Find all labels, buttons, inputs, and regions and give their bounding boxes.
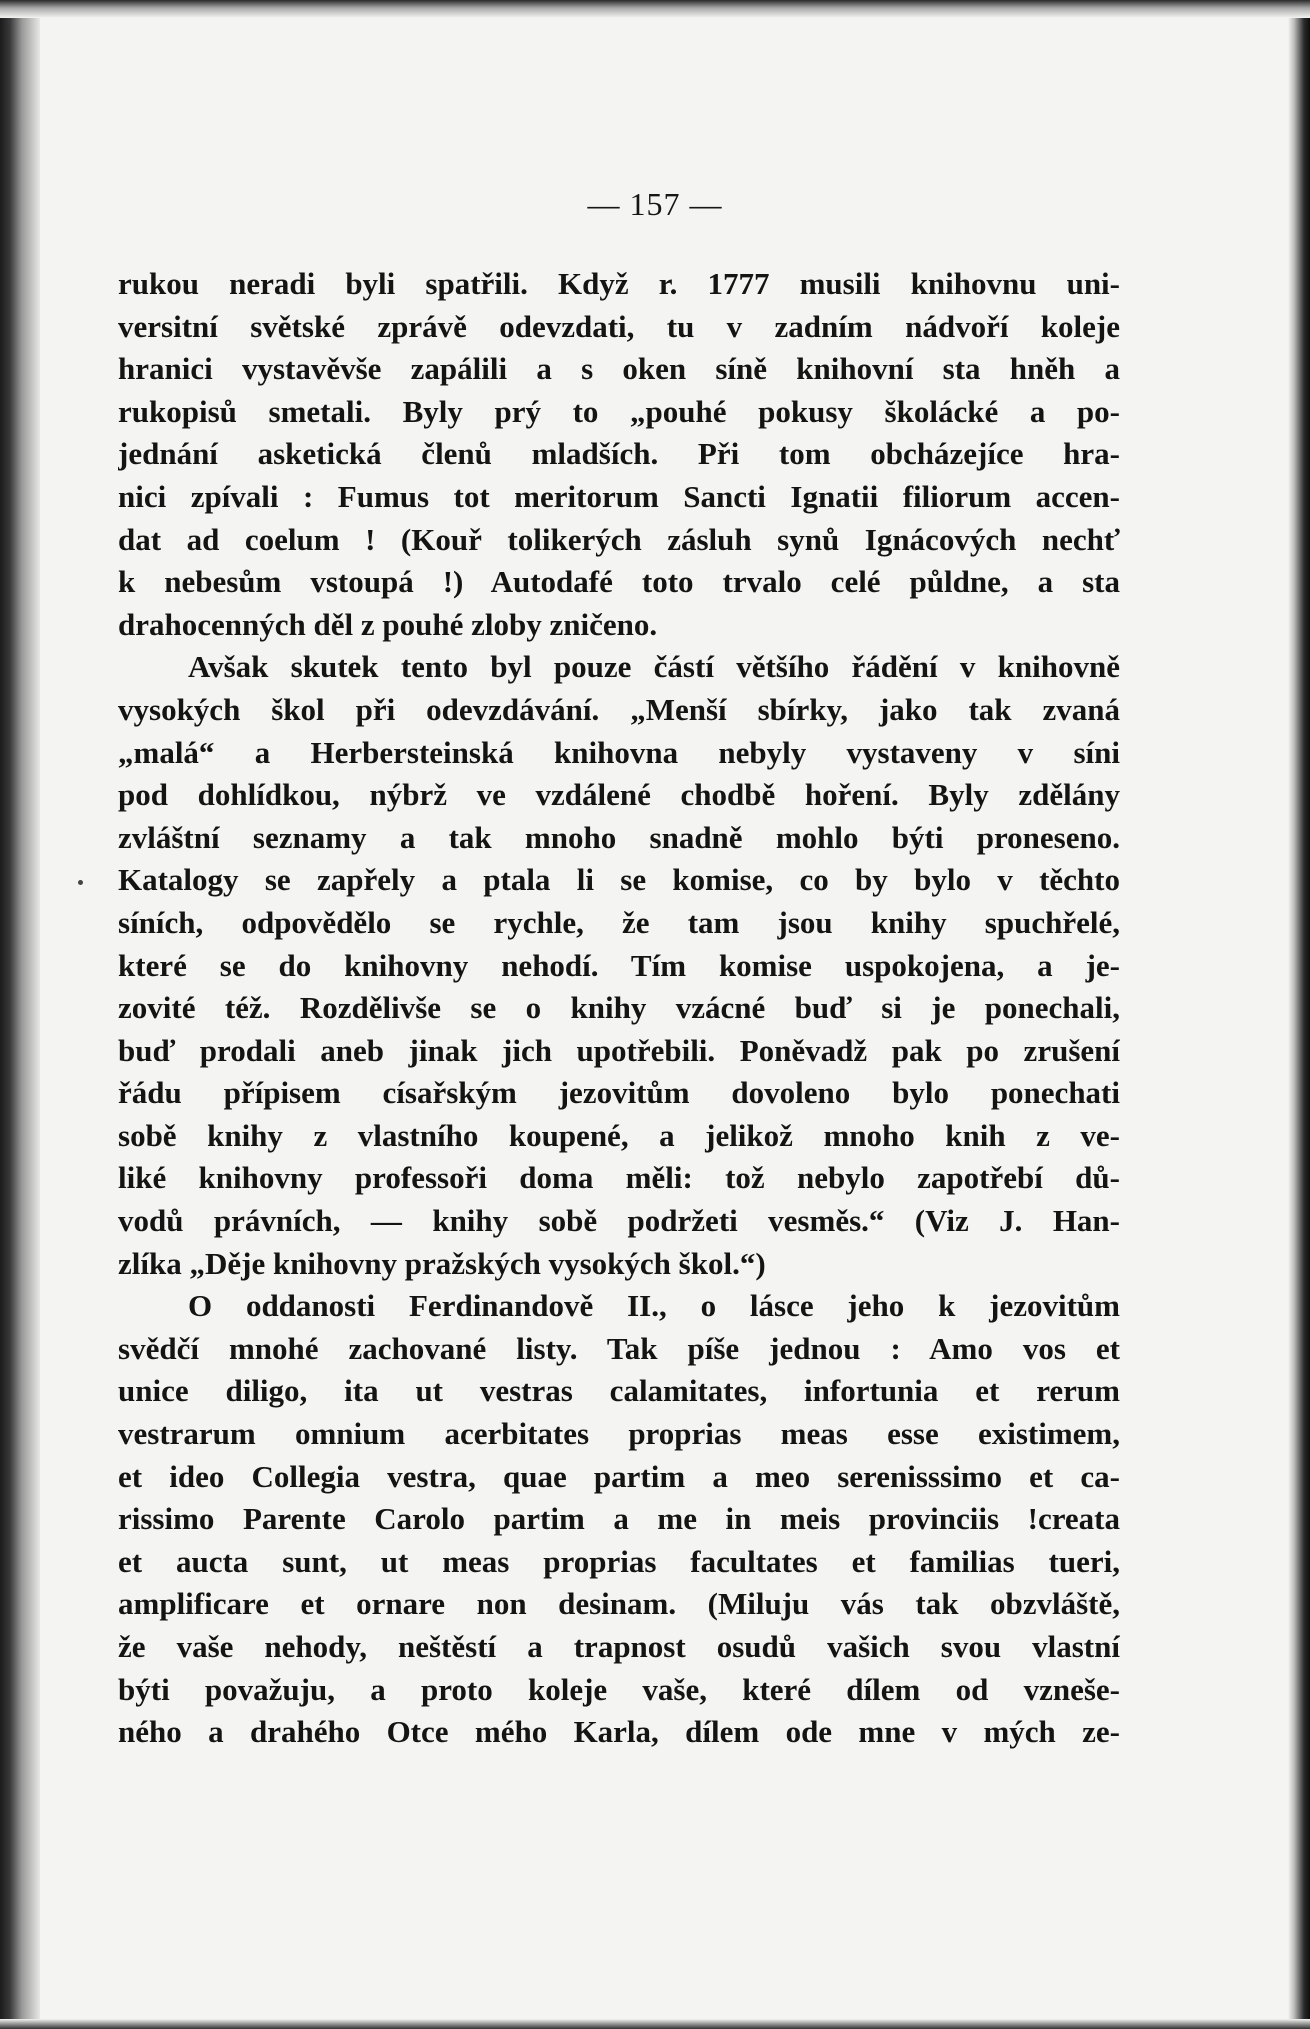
scan-edge-right — [1288, 0, 1310, 2029]
text-line: síních, odpovědělo se rychle, že tam jsou knihy spuchřelé, — [118, 904, 1120, 940]
text-line: Avšak skutek tento byl pouze částí většího řádění v knihovně — [188, 649, 1120, 685]
text-line: svědčí mnohé zachované listy. Tak píše jednou : Amo vos et — [118, 1330, 1120, 1366]
text-line: které se do knihovny nehodí. Tím komise uspokojena, a je- — [118, 947, 1120, 983]
text-line: ného a drahého Otce mého Karla, dílem ode mne v mých ze- — [118, 1714, 1120, 1750]
text-line: amplificare et ornare non desinam. (Miluju vás tak obzvláště, — [118, 1586, 1120, 1622]
text-line: sobě knihy z vlastního koupené, a jelikož mnoho knih z ve- — [118, 1117, 1120, 1153]
margin-speck — [78, 880, 83, 885]
text-line: vysokých škol při odevzdávání. „Menší sbírky, jako tak zvaná — [118, 691, 1120, 727]
text-line: zvláštní seznamy a tak mnoho snadně mohlo býti proneseno. — [118, 819, 1120, 855]
scan-edge-bottom — [0, 2019, 1310, 2029]
text-line: hranici vystavěvše zapálili a s oken síně knihovní sta hněh a — [118, 351, 1120, 387]
text-line: býti považuju, a proto koleje vaše, které dílem od vzneše- — [118, 1671, 1120, 1707]
body-text — [118, 263, 1120, 1754]
text-line: dat ad coelum ! (Kouř tolikerých zásluh synů Ignácových nechť — [118, 521, 1120, 557]
text-line: O oddanosti Ferdinandově II., o lásce jeho k jezovitům — [188, 1288, 1120, 1324]
text-line: liké knihovny professoři doma měli: tož nebylo zapotřebí dů- — [118, 1160, 1120, 1196]
text-line: et ideo Collegia vestra, quae partim a meo serenisssimo et ca- — [118, 1458, 1120, 1494]
text-line: vodů právních, — knihy sobě podržeti vesměs.“ (Viz J. Han- — [118, 1203, 1120, 1239]
text-line: drahocenných děl z pouhé zloby zničeno. — [118, 606, 658, 642]
text-line: rissimo Parente Carolo partim a me in meis provinciis !creata — [118, 1501, 1120, 1537]
text-line: zlíka „Děje knihovny pražských vysokých škol.“) — [118, 1245, 766, 1281]
text-line: vestrarum omnium acerbitates proprias meas esse existimem, — [118, 1416, 1120, 1452]
text-line: et aucta sunt, ut meas proprias facultates et familias tueri, — [118, 1543, 1120, 1579]
text-line: pod dohlídkou, nýbrž ve vzdálené chodbě hoření. Byly zdělány — [118, 777, 1120, 813]
text-line: buď prodali aneb jinak jich upotřebili. Poněvadž pak po zrušení — [118, 1032, 1120, 1068]
scan-edge-top — [0, 0, 1310, 18]
text-line: řádu přípisem císařským jezovitům dovoleno bylo ponechati — [118, 1075, 1120, 1111]
text-line: nici zpívali : Fumus tot meritorum Sancti Ignatii filiorum accen- — [118, 478, 1120, 514]
text-line: jednání asketická členů mladších. Při tom obcházejíce hra- — [118, 436, 1120, 472]
text-line: versitní světské zprávě odevzdati, tu v zadním nádvoří koleje — [118, 308, 1120, 344]
text-line: rukopisů smetali. Byly prý to „pouhé pokusy školácké a po- — [118, 393, 1120, 429]
text-line: unice diligo, ita ut vestras calamitates, infortunia et rerum — [118, 1373, 1120, 1409]
text-line: zovité též. Rozdělivše se o knihy vzácné buď si je ponechali, — [118, 990, 1120, 1026]
text-line: rukou neradi byli spatřili. Když r. 1777 musili knihovnu uni- — [118, 266, 1120, 301]
text-line: „malá“ a Herbersteinská knihovna nebyly vystaveny v síni — [118, 734, 1120, 770]
text-line: k nebesům vstoupá !) Autodafé toto trvalo celé půldne, a sta — [118, 564, 1120, 600]
text-line: Katalogy se zapřely a ptala li se komise, co by bylo v těchto — [118, 862, 1120, 898]
scan-edge-left — [0, 0, 40, 2029]
text-line: že vaše nehody, neštěstí a trapnost osudů vašich svou vlastní — [118, 1629, 1120, 1664]
page-number: — 157 — — [587, 186, 723, 222]
